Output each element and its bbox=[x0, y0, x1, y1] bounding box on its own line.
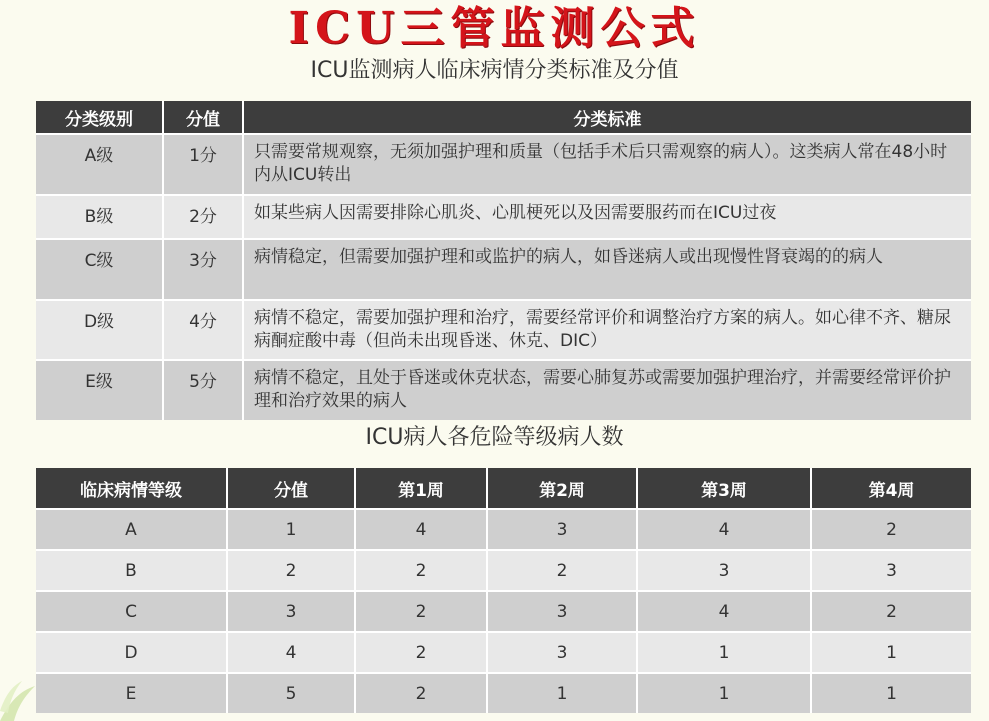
table-cell: 1 bbox=[811, 673, 971, 713]
table-row bbox=[36, 550, 971, 591]
criteria-cell: 病情稳定，但需要加强护理和或监护的病人，如昏迷病人或出现慢性肾衰竭的的病人 bbox=[243, 239, 971, 300]
column-header: 分类标准 bbox=[243, 101, 971, 134]
level-cell: C级 bbox=[36, 239, 163, 300]
level-cell: D级 bbox=[36, 300, 163, 360]
table-cell: 2 bbox=[811, 509, 971, 550]
column-header: 分值 bbox=[227, 468, 355, 509]
table-row bbox=[36, 300, 971, 360]
table-cell: E bbox=[36, 673, 227, 713]
score-cell: 1分 bbox=[163, 134, 243, 195]
table-cell: 1 bbox=[637, 632, 811, 673]
table-cell: 2 bbox=[355, 550, 487, 591]
table-row bbox=[36, 239, 971, 300]
score-cell: 4分 bbox=[163, 300, 243, 360]
table-cell: 1 bbox=[811, 632, 971, 673]
score-cell: 2分 bbox=[163, 195, 243, 239]
criteria-cell: 如某些病人因需要排除心肌炎、心肌梗死以及因需要服药而在ICU过夜 bbox=[243, 195, 971, 239]
table-cell: B bbox=[36, 550, 227, 591]
score-cell: 5分 bbox=[163, 360, 243, 420]
score-cell: 3分 bbox=[163, 239, 243, 300]
table-row bbox=[36, 195, 971, 239]
table-cell: 2 bbox=[355, 632, 487, 673]
table-cell: 1 bbox=[227, 509, 355, 550]
table-cell: 4 bbox=[227, 632, 355, 673]
table-row bbox=[36, 591, 971, 632]
table-row bbox=[36, 360, 971, 420]
table-cell: 2 bbox=[487, 550, 637, 591]
table-row bbox=[36, 509, 971, 550]
counts-table-title: ICU病人各危险等级病人数 bbox=[365, 425, 624, 450]
table-cell: D bbox=[36, 632, 227, 673]
table-cell: 2 bbox=[811, 591, 971, 632]
table-cell: C bbox=[36, 591, 227, 632]
column-header: 分值 bbox=[163, 101, 243, 134]
criteria-cell: 病情不稳定，且处于昏迷或休克状态，需要心肺复苏或需要加强护理治疗，并需要经常评价护理和治疗效果的病人 bbox=[243, 360, 971, 420]
table-cell: 4 bbox=[637, 509, 811, 550]
table-cell: 3 bbox=[637, 550, 811, 591]
table-cell: 4 bbox=[637, 591, 811, 632]
level-cell: B级 bbox=[36, 195, 163, 239]
column-header: 第2周 bbox=[487, 468, 637, 509]
table-row bbox=[36, 134, 971, 195]
table-cell: 1 bbox=[637, 673, 811, 713]
column-header: 分类级别 bbox=[36, 101, 163, 134]
criteria-table bbox=[36, 101, 971, 420]
table-cell: 3 bbox=[811, 550, 971, 591]
table-cell: 3 bbox=[487, 591, 637, 632]
level-cell: A级 bbox=[36, 134, 163, 195]
column-header: 第1周 bbox=[355, 468, 487, 509]
table-cell: 3 bbox=[227, 591, 355, 632]
page-title: ICU三管监测公式 bbox=[288, 3, 701, 54]
table-cell: 5 bbox=[227, 673, 355, 713]
criteria-cell: 只需要常规观察，无须加强护理和质量（包括手术后只需观察的病人）。这类病人常在48小时内从ICU转出 bbox=[243, 134, 971, 195]
table-cell: 3 bbox=[487, 509, 637, 550]
patient-counts-table bbox=[36, 468, 971, 713]
column-header: 第3周 bbox=[637, 468, 811, 509]
table-header-row bbox=[36, 101, 971, 134]
table-header-row bbox=[36, 468, 971, 509]
table-cell: 1 bbox=[487, 673, 637, 713]
column-header: 第4周 bbox=[811, 468, 971, 509]
level-cell: E级 bbox=[36, 360, 163, 420]
table-cell: 4 bbox=[355, 509, 487, 550]
table-cell: 2 bbox=[355, 673, 487, 713]
table-cell: 2 bbox=[355, 591, 487, 632]
table-row bbox=[36, 632, 971, 673]
criteria-cell: 病情不稳定，需要加强护理和治疗，需要经常评价和调整治疗方案的病人。如心律不齐、糖尿病酮症酸中毒（但尚未出现昏迷、休克、DIC） bbox=[243, 300, 971, 360]
criteria-table-title: ICU监测病人临床病情分类标准及分值 bbox=[310, 58, 679, 83]
table-row bbox=[36, 673, 971, 713]
table-cell: 2 bbox=[227, 550, 355, 591]
table-cell: A bbox=[36, 509, 227, 550]
table-cell: 3 bbox=[487, 632, 637, 673]
column-header: 临床病情等级 bbox=[36, 468, 227, 509]
